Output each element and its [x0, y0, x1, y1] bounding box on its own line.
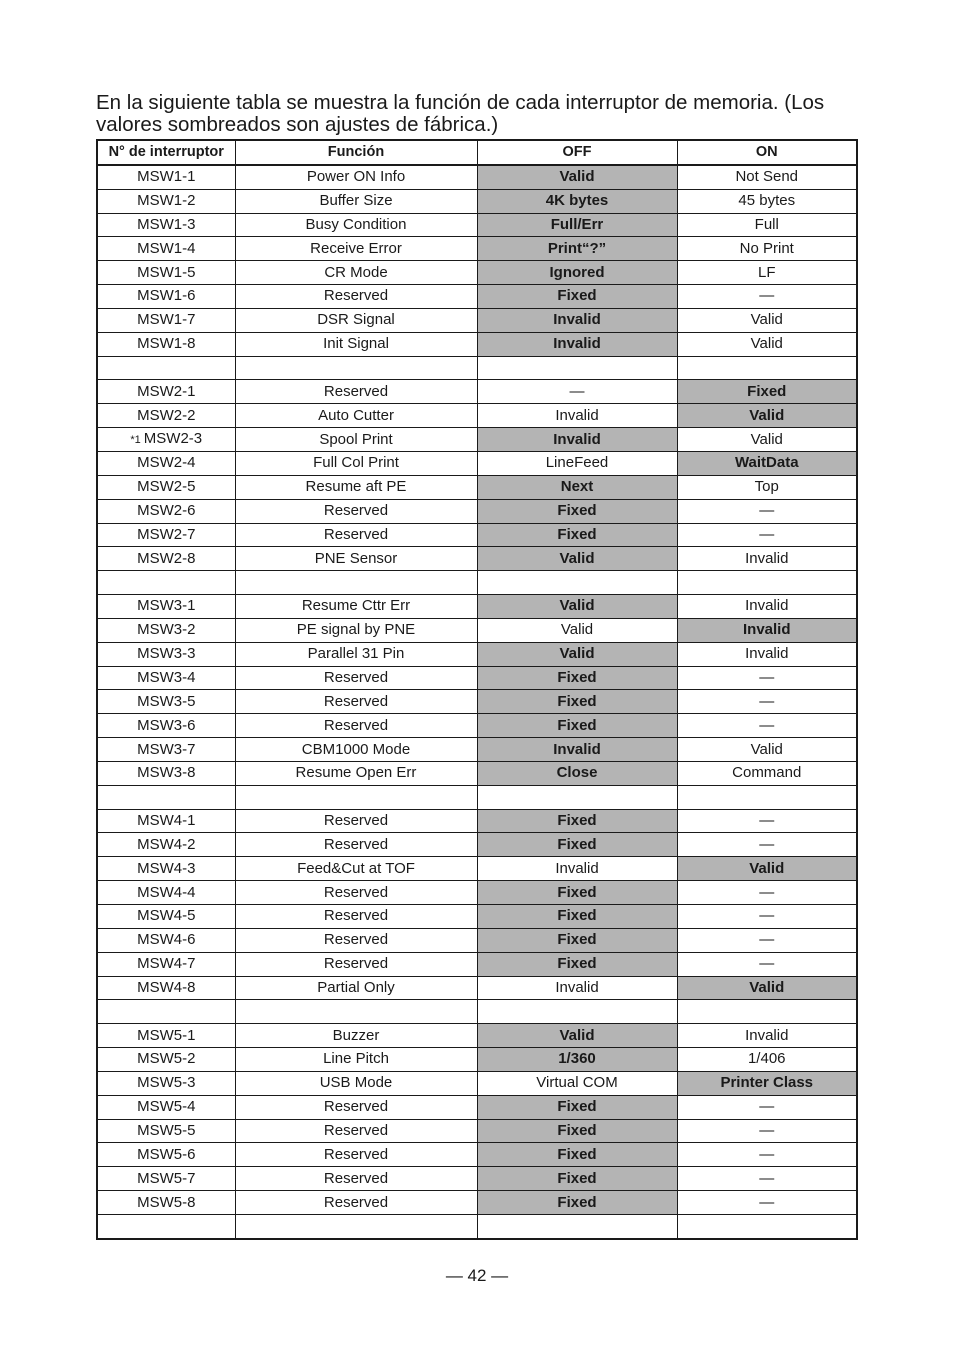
switch-number: MSW4-6: [137, 931, 196, 949]
off-value-cell: Invalid: [477, 404, 677, 428]
switch-number: MSW2-7: [137, 525, 196, 543]
function-cell: Reserved: [235, 1191, 477, 1215]
table-row: [97, 666, 857, 690]
switch-number: MSW5-1: [137, 1026, 196, 1044]
blank-cell: [97, 1000, 235, 1024]
table-row: [97, 761, 857, 785]
switch-number: MSW1-5: [137, 263, 196, 281]
switch-number: MSW4-3: [137, 859, 196, 877]
function-cell: Reserved: [235, 952, 477, 976]
switch-number-cell: [97, 690, 235, 714]
on-value-cell: —: [677, 1095, 857, 1119]
off-value-cell: Invalid: [477, 738, 677, 762]
switch-number-cell: [97, 189, 235, 213]
on-value-cell: —: [677, 833, 857, 857]
function-cell: Feed&Cut at TOF: [235, 857, 477, 881]
blank-cell: [477, 356, 677, 380]
switch-number: MSW4-8: [137, 978, 196, 996]
switch-number-cell: [97, 404, 235, 428]
table-row: [97, 308, 857, 332]
switch-number: MSW1-3: [137, 215, 196, 233]
switch-number-cell: [97, 952, 235, 976]
switch-number-cell: [97, 1024, 235, 1048]
switch-number-cell: [97, 547, 235, 571]
switch-number-cell: [97, 285, 235, 309]
off-value-cell: Fixed: [477, 666, 677, 690]
on-value-cell: Fixed: [677, 380, 857, 404]
table-row: [97, 547, 857, 571]
table-row: [97, 738, 857, 762]
switch-number-cell: [97, 1143, 235, 1167]
table-row: [97, 833, 857, 857]
switch-number: MSW3-7: [137, 740, 196, 758]
table-row: [97, 237, 857, 261]
switch-number-cell: [97, 1095, 235, 1119]
function-cell: Parallel 31 Pin: [235, 642, 477, 666]
function-cell: Reserved: [235, 833, 477, 857]
switch-number-cell: [97, 976, 235, 1000]
off-value-cell: 4K bytes: [477, 189, 677, 213]
on-value-cell: Invalid: [677, 595, 857, 619]
table-row: [97, 428, 857, 452]
function-cell: Auto Cutter: [235, 404, 477, 428]
switch-number-cell: [97, 809, 235, 833]
off-value-cell: Fixed: [477, 881, 677, 905]
on-value-cell: Invalid: [677, 547, 857, 571]
off-value-cell: Fixed: [477, 928, 677, 952]
switch-number-cell: [97, 428, 235, 452]
function-cell: Reserved: [235, 1167, 477, 1191]
function-cell: Resume Open Err: [235, 761, 477, 785]
off-value-cell: 1/360: [477, 1048, 677, 1072]
switch-number-cell: [97, 618, 235, 642]
function-cell: Reserved: [235, 1143, 477, 1167]
blank-cell: [235, 1214, 477, 1238]
on-value-cell: Valid: [677, 857, 857, 881]
switch-number-cell: [97, 499, 235, 523]
on-value-cell: —: [677, 881, 857, 905]
table-row: [97, 1024, 857, 1048]
on-value-cell: —: [677, 285, 857, 309]
function-cell: Reserved: [235, 809, 477, 833]
table-row: [97, 404, 857, 428]
blank-cell: [677, 356, 857, 380]
off-value-cell: Fixed: [477, 1143, 677, 1167]
on-value-cell: —: [677, 1143, 857, 1167]
on-value-cell: —: [677, 666, 857, 690]
off-value-cell: Fixed: [477, 1191, 677, 1215]
switch-number: MSW4-4: [137, 883, 196, 901]
switch-number: MSW5-5: [137, 1122, 196, 1140]
table-row: [97, 475, 857, 499]
on-value-cell: Invalid: [677, 1024, 857, 1048]
table-row: [97, 881, 857, 905]
switch-number: MSW3-4: [137, 668, 196, 686]
switch-number: MSW5-3: [137, 1074, 196, 1092]
table-row: [97, 451, 857, 475]
on-value-cell: 45 bytes: [677, 189, 857, 213]
switch-number-cell: [97, 213, 235, 237]
off-value-cell: Next: [477, 475, 677, 499]
off-value-cell: Invalid: [477, 332, 677, 356]
on-value-cell: LF: [677, 261, 857, 285]
on-value-cell: Full: [677, 213, 857, 237]
switch-number-cell: [97, 881, 235, 905]
off-value-cell: Close: [477, 761, 677, 785]
table-row: [97, 595, 857, 619]
off-value-cell: Fixed: [477, 714, 677, 738]
function-cell: Reserved: [235, 905, 477, 929]
switch-number: MSW3-3: [137, 645, 196, 663]
switch-number-cell: [97, 1191, 235, 1215]
blank-cell: [235, 356, 477, 380]
table-row: [97, 261, 857, 285]
on-value-cell: —: [677, 499, 857, 523]
on-value-cell: —: [677, 1119, 857, 1143]
blank-separator-row: [97, 1000, 857, 1024]
on-value-cell: Command: [677, 761, 857, 785]
on-value-cell: —: [677, 905, 857, 929]
table-row: [97, 1071, 857, 1095]
on-value-cell: —: [677, 1167, 857, 1191]
on-value-cell: —: [677, 714, 857, 738]
on-value-cell: —: [677, 928, 857, 952]
on-value-cell: Valid: [677, 308, 857, 332]
table-row: [97, 618, 857, 642]
off-value-cell: Invalid: [477, 428, 677, 452]
table-row: [97, 1191, 857, 1215]
blank-cell: [477, 1000, 677, 1024]
switch-number-cell: [97, 738, 235, 762]
table-header-row: [97, 140, 857, 165]
header-on: ON: [677, 140, 857, 165]
off-value-cell: Valid: [477, 547, 677, 571]
switch-number-cell: [97, 308, 235, 332]
page-number: — 42 —: [445, 1266, 509, 1285]
off-value-cell: Fixed: [477, 833, 677, 857]
switch-number: MSW1-4: [137, 239, 196, 257]
table-row: [97, 1048, 857, 1072]
table-row: [97, 165, 857, 189]
table-row: [97, 380, 857, 404]
on-value-cell: 1/406: [677, 1048, 857, 1072]
off-value-cell: Valid: [477, 642, 677, 666]
function-cell: Reserved: [235, 666, 477, 690]
switch-number: MSW2-3: [143, 430, 203, 448]
switch-number-cell: [97, 761, 235, 785]
off-value-cell: Full/Err: [477, 213, 677, 237]
switch-number-cell: [97, 642, 235, 666]
table-row: [97, 928, 857, 952]
switch-number: MSW3-5: [137, 692, 196, 710]
blank-cell: [477, 785, 677, 809]
blank-separator-row: [97, 1214, 857, 1238]
switch-number: MSW3-1: [137, 597, 196, 615]
table-row: [97, 523, 857, 547]
switch-number: MSW1-7: [137, 311, 196, 329]
on-value-cell: Valid: [677, 976, 857, 1000]
off-value-cell: Fixed: [477, 285, 677, 309]
switch-number-cell: [97, 1119, 235, 1143]
off-value-cell: Print“?”: [477, 237, 677, 261]
function-cell: CR Mode: [235, 261, 477, 285]
off-value-cell: —: [477, 380, 677, 404]
function-cell: Power ON Info: [235, 165, 477, 189]
function-cell: Full Col Print: [235, 451, 477, 475]
function-cell: PNE Sensor: [235, 547, 477, 571]
function-cell: Reserved: [235, 881, 477, 905]
on-value-cell: Valid: [677, 404, 857, 428]
blank-cell: [97, 1214, 235, 1238]
table-row: [97, 690, 857, 714]
function-cell: Resume aft PE: [235, 475, 477, 499]
switch-number-cell: [97, 666, 235, 690]
switch-number-cell: [97, 714, 235, 738]
function-cell: Reserved: [235, 380, 477, 404]
table-row: [97, 857, 857, 881]
blank-cell: [677, 1214, 857, 1238]
switch-number: MSW3-2: [137, 621, 196, 639]
table-row: [97, 809, 857, 833]
header-switch-number: N° de interruptor: [97, 140, 235, 165]
function-cell: Reserved: [235, 499, 477, 523]
table-body: [97, 165, 857, 1239]
switch-number-cell: [97, 1167, 235, 1191]
off-value-cell: Valid: [477, 1024, 677, 1048]
blank-cell: [677, 785, 857, 809]
switch-number-cell: [97, 165, 235, 189]
on-value-cell: —: [677, 523, 857, 547]
on-value-cell: Printer Class: [677, 1071, 857, 1095]
function-cell: DSR Signal: [235, 308, 477, 332]
switch-number-cell: [97, 905, 235, 929]
switch-number: MSW5-7: [137, 1169, 196, 1187]
table-row: [97, 952, 857, 976]
on-value-cell: —: [677, 690, 857, 714]
switch-number: MSW5-4: [137, 1098, 196, 1116]
table-row: [97, 905, 857, 929]
switch-number: MSW1-6: [137, 287, 196, 305]
off-value-cell: Fixed: [477, 1167, 677, 1191]
function-cell: Spool Print: [235, 428, 477, 452]
function-cell: Resume Cttr Err: [235, 595, 477, 619]
blank-cell: [477, 1214, 677, 1238]
blank-cell: [235, 571, 477, 595]
function-cell: USB Mode: [235, 1071, 477, 1095]
switch-number: MSW1-1: [137, 168, 196, 186]
switch-number: MSW4-2: [137, 835, 196, 853]
switch-number: MSW2-6: [137, 502, 196, 520]
switch-number: MSW4-1: [137, 812, 196, 830]
table-row: [97, 213, 857, 237]
switch-number: MSW2-2: [137, 406, 196, 424]
footnote-marker: *1: [130, 434, 141, 447]
blank-cell: [97, 571, 235, 595]
off-value-cell: Invalid: [477, 857, 677, 881]
table-row: [97, 332, 857, 356]
switch-number-cell: [97, 332, 235, 356]
function-cell: Reserved: [235, 1095, 477, 1119]
table-row: [97, 1095, 857, 1119]
switch-number: MSW1-2: [137, 192, 196, 210]
on-value-cell: Valid: [677, 332, 857, 356]
on-value-cell: —: [677, 952, 857, 976]
blank-cell: [97, 356, 235, 380]
on-value-cell: Valid: [677, 738, 857, 762]
switch-number: MSW4-7: [137, 955, 196, 973]
switch-number-cell: [97, 833, 235, 857]
table-row: [97, 285, 857, 309]
off-value-cell: Invalid: [477, 976, 677, 1000]
on-value-cell: Valid: [677, 428, 857, 452]
blank-separator-row: [97, 356, 857, 380]
off-value-cell: Fixed: [477, 1095, 677, 1119]
on-value-cell: Invalid: [677, 618, 857, 642]
function-cell: Partial Only: [235, 976, 477, 1000]
function-cell: Reserved: [235, 285, 477, 309]
on-value-cell: Top: [677, 475, 857, 499]
function-cell: Buzzer: [235, 1024, 477, 1048]
off-value-cell: Fixed: [477, 499, 677, 523]
on-value-cell: WaitData: [677, 451, 857, 475]
switch-number: MSW2-1: [137, 382, 196, 400]
function-cell: CBM1000 Mode: [235, 738, 477, 762]
function-cell: Reserved: [235, 1119, 477, 1143]
function-cell: Buffer Size: [235, 189, 477, 213]
off-value-cell: Fixed: [477, 952, 677, 976]
blank-cell: [677, 1000, 857, 1024]
on-value-cell: —: [677, 1191, 857, 1215]
header-off: OFF: [477, 140, 677, 165]
on-value-cell: No Print: [677, 237, 857, 261]
off-value-cell: Invalid: [477, 308, 677, 332]
blank-separator-row: [97, 785, 857, 809]
switch-number-cell: [97, 475, 235, 499]
off-value-cell: Fixed: [477, 809, 677, 833]
off-value-cell: Fixed: [477, 905, 677, 929]
blank-cell: [477, 571, 677, 595]
switch-number: MSW2-4: [137, 454, 196, 472]
off-value-cell: Valid: [477, 165, 677, 189]
switch-number-cell: [97, 1071, 235, 1095]
on-value-cell: Not Send: [677, 165, 857, 189]
blank-separator-row: [97, 571, 857, 595]
function-cell: Reserved: [235, 928, 477, 952]
table-row: [97, 1143, 857, 1167]
function-cell: Reserved: [235, 690, 477, 714]
blank-cell: [677, 571, 857, 595]
function-cell: Busy Condition: [235, 213, 477, 237]
function-cell: Line Pitch: [235, 1048, 477, 1072]
switch-number-cell: [97, 261, 235, 285]
header-function: Función: [235, 140, 477, 165]
function-cell: Reserved: [235, 523, 477, 547]
switch-number-cell: [97, 523, 235, 547]
table-row: [97, 976, 857, 1000]
table-row: [97, 1167, 857, 1191]
switch-number-cell: [97, 237, 235, 261]
off-value-cell: Fixed: [477, 690, 677, 714]
switch-number: MSW5-8: [137, 1193, 196, 1211]
memory-switch-table: [96, 139, 858, 1240]
blank-cell: [235, 785, 477, 809]
function-cell: Init Signal: [235, 332, 477, 356]
switch-number: MSW5-2: [137, 1050, 196, 1068]
off-value-cell: Valid: [477, 618, 677, 642]
table-row: [97, 714, 857, 738]
table-row: [97, 642, 857, 666]
switch-number-cell: [97, 857, 235, 881]
switch-number: MSW5-6: [137, 1145, 196, 1163]
function-cell: PE signal by PNE: [235, 618, 477, 642]
table-row: [97, 1119, 857, 1143]
function-cell: Reserved: [235, 714, 477, 738]
off-value-cell: Virtual COM: [477, 1071, 677, 1095]
switch-number: MSW1-8: [137, 335, 196, 353]
switch-number-cell: [97, 595, 235, 619]
switch-number-cell: [97, 380, 235, 404]
blank-cell: [235, 1000, 477, 1024]
off-value-cell: Fixed: [477, 523, 677, 547]
table-row: [97, 499, 857, 523]
blank-cell: [97, 785, 235, 809]
switch-number: MSW3-8: [137, 764, 196, 782]
switch-number-cell: [97, 451, 235, 475]
off-value-cell: Valid: [477, 595, 677, 619]
off-value-cell: LineFeed: [477, 451, 677, 475]
switch-number: MSW4-5: [137, 907, 196, 925]
switch-number-cell: [97, 1048, 235, 1072]
off-value-cell: Ignored: [477, 261, 677, 285]
intro-paragraph: En la siguiente tabla se muestra la función de cada interruptor de memoria. (Los valores sombreados son ajustes de fábrica.): [96, 90, 825, 136]
switch-number: MSW2-8: [137, 549, 196, 567]
on-value-cell: —: [677, 809, 857, 833]
on-value-cell: Invalid: [677, 642, 857, 666]
switch-number: MSW3-6: [137, 716, 196, 734]
off-value-cell: Fixed: [477, 1119, 677, 1143]
table-row: [97, 189, 857, 213]
function-cell: Receive Error: [235, 237, 477, 261]
switch-number-cell: [97, 928, 235, 952]
switch-number: MSW2-5: [137, 478, 196, 496]
